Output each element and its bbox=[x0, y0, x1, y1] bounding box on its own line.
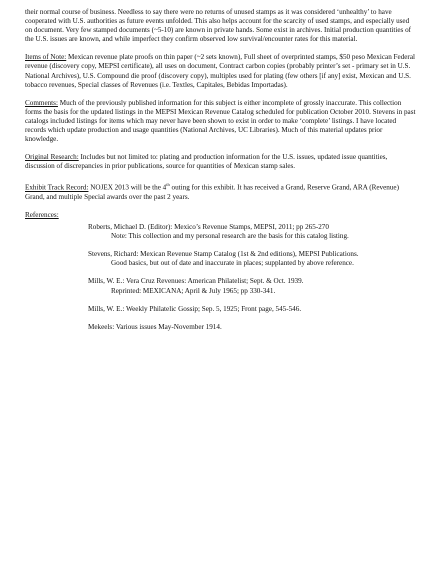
reference-citation: Mills, W. E.: Weekly Philatelic Gossip; Sep. 5, 1925; Front page, 545-546. bbox=[88, 304, 302, 313]
original-research-paragraph bbox=[25, 153, 417, 171]
exhibit-track-record-paragraph bbox=[25, 180, 417, 202]
document-page bbox=[25, 8, 417, 332]
references-heading: References: bbox=[25, 210, 59, 219]
reference-item bbox=[88, 223, 417, 241]
exhibit-track-record-text-after: outing for this exhibit. It has received a Grand, Reserve Grand, ARA (Revenue) Grand, and multiple Special awards over the past 2 years. bbox=[25, 183, 399, 201]
reference-item bbox=[88, 305, 417, 314]
reference-item bbox=[88, 323, 417, 332]
reference-citation: Roberts, Michael D. (Editor): Mexico’s Revenue Stamps, MEPSI, 2011; pp 265-270 bbox=[88, 223, 329, 232]
reference-item bbox=[88, 250, 417, 268]
items-of-note-text: Mexican revenue plate proofs on thin paper (~2 sets known), Full sheet of overprinted stamps, $50 peso Mexican Federal revenue (discovery copy, MEPSI certificate), all uses on document, Contract carbon copies (probably printer’s set - primary set in U.S. National Archives), U.S. Compound die proof (discovery copy), multiples used for plating (few others [if any] exist, Mexican and U.S. tobacco revenues, Special classes of Revenues (i.e. Textles, Capitales, Bebidas Importadas). bbox=[25, 53, 415, 89]
items-of-note-paragraph bbox=[25, 53, 417, 89]
reference-note: Good basics, but out of date and inaccurate in places; supplanted by above reference. bbox=[111, 259, 354, 268]
comments-paragraph bbox=[25, 99, 417, 144]
items-of-note-heading: Items of Note: bbox=[25, 53, 67, 62]
exhibit-track-record-text: NOJEX 2013 will be the 4 bbox=[90, 183, 167, 192]
intro-paragraph: their normal course of business. Needless to say there were no returns of unused stamps as it was considered ‘unhealthy’ to have cooperated with U.S. authorities as future events unfolded. This also helps account for the scarcity of used stamps, and especially used on document. Very few stamped documents (~5-10) are known in private hands. Some exist in archives. Initial production quantities of the U.S. issues are known, and while imperfect they confirm observed low survival/encounter rates for this material. bbox=[25, 8, 412, 44]
reference-citation: Mekeels: Various issues May-November 1914. bbox=[88, 322, 222, 331]
reference-citation: Stevens, Richard: Mexican Revenue Stamp Catalog (1st & 2nd editions), MEPSI Publications. bbox=[88, 250, 359, 259]
comments-text: Much of the previously published information for this subject is either incomplete of grossly inaccurate. This collection forms the basis for the updated listings in the MEPSI Mexican Revenue Catalog scheduled for publication October 2010. Stevens in past catalogs included listings for items which may never have been shown to exist in order to make ‘complete’ listings. I have located records which update production and usage quantities (National Archives, UC Libraries). Much of this material updates prior knowledge. bbox=[25, 98, 416, 144]
original-research-text: Includes but not limited to: plating and production information for the U.S. issues, updated issue quantities, discussion of discrepancies in prior publications, source for quantities of Mexican stamp sales. bbox=[25, 153, 388, 171]
reference-note: Note: This collection and my personal research are the basis for this catalog listing. bbox=[111, 232, 349, 241]
exhibit-track-record-heading: Exhibit Track Record: bbox=[25, 183, 89, 192]
exhibit-ordinal-superscript: th bbox=[166, 182, 170, 188]
comments-heading: Comments: bbox=[25, 98, 58, 107]
references-section bbox=[25, 211, 417, 220]
original-research-heading: Original Research: bbox=[25, 153, 79, 162]
reference-item bbox=[88, 277, 417, 295]
reference-citation: Mills, W. E.: Vera Cruz Revenues: American Philatelist; Sept. & Oct. 1939. bbox=[88, 277, 304, 286]
reference-note: Reprinted: MEXICANA; April & July 1965; pp 330-341. bbox=[111, 286, 276, 295]
